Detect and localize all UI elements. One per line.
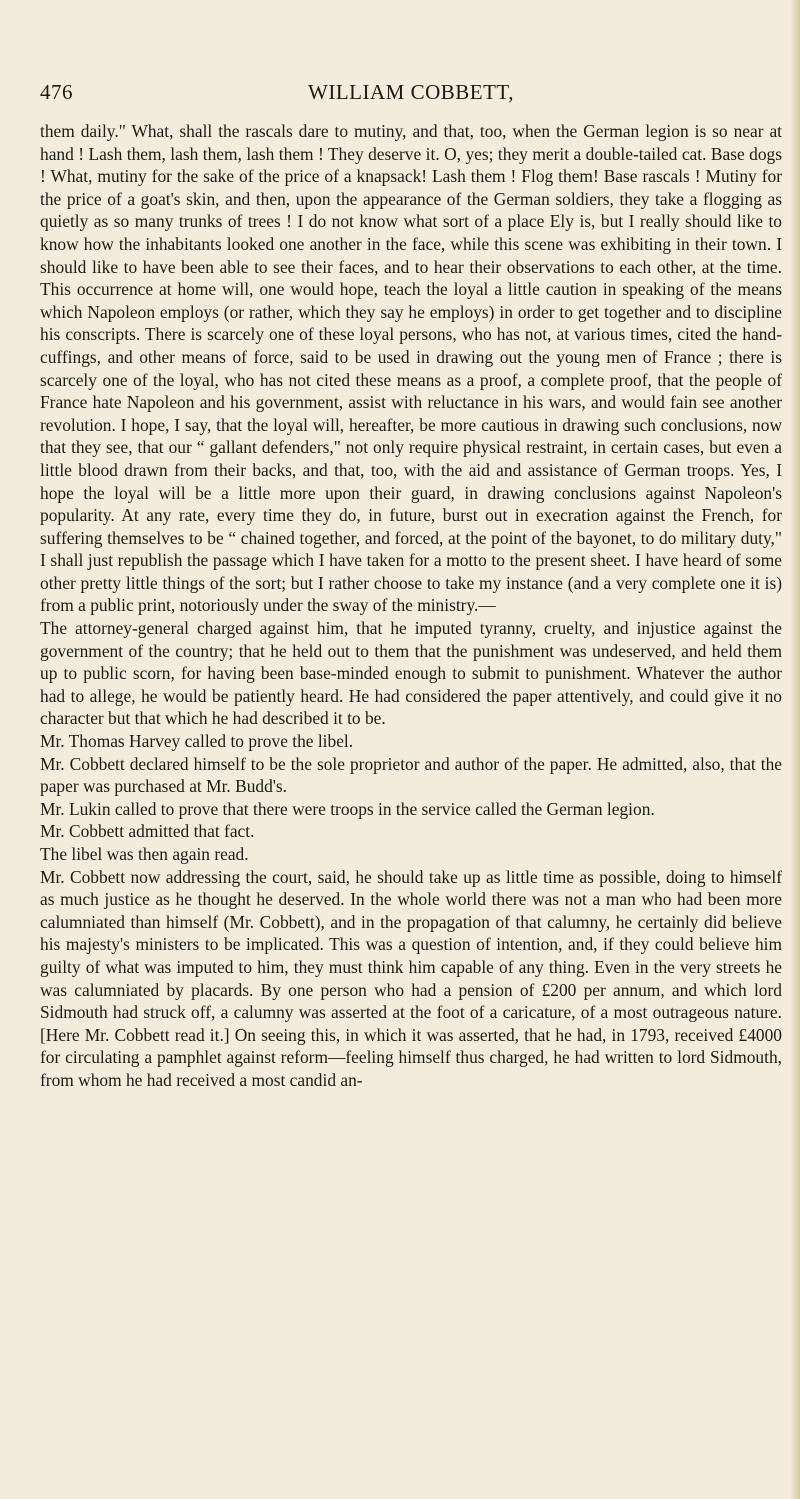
paragraph: Mr. Thomas Harvey called to prove the libel. bbox=[40, 731, 354, 752]
page-number: 476 bbox=[40, 80, 73, 104]
paragraph: Mr. Lukin called to prove that there were troops in the service called the German legion. bbox=[40, 798, 655, 819]
running-head: WILLIAM COBBETT, bbox=[308, 80, 514, 104]
paragraph: The libel was then again read. bbox=[40, 844, 249, 864]
paragraph: The attorney-general charged against him, that he imputed tyranny, cruelty, and injustice against the government of the country; that he held out to them that the punishment was undeserved, and held them up to public scorn, for having been base-minded enough to submit to punishment. Whatever the author had to allege, he would be patiently heard. He had considered the paper attentively, and could give it no character but that which he had described it to be. bbox=[40, 618, 782, 729]
page-edge bbox=[790, 0, 800, 1499]
paragraph: Mr. Cobbett declared himself to be the sole proprietor and author of the paper. He admitted, also, that the paper was purchased at Mr. Budd's. bbox=[40, 753, 782, 797]
paragraph: them daily." What, shall the rascals dare to mutiny, and that, too, when the German legion is so near at hand ! Lash them, lash them, lash them ! They deserve it. O, yes; they merit a double-tailed cat. Base dogs ! What, mutiny for the sake of the price of a knapsack! Lash them ! Flog them! Base rascals ! Mutiny for the price of a goat's skin, and then, upon the appearance of the German soldiers, they take a flogging as quietly as so many trunks of trees ! I do not know what sort of a place Ely is, but I really should like to know how the inhabitants looked one another in the face, while this scene was exhibiting in their town. I should like to have been able to see their faces, and to hear their observations to each other, at the time. This occurrence at home will, one would hope, teach the loyal a little caution in speaking of the means which Napoleon employs (or rather, which they say he employs) in order to get together and to discipline his conscripts. There is scarcely one of these loyal persons, who has not, at various times, cited the hand-cuffings, and other means of force, said to be used in drawing out the young men of France ; there is scarcely one of the loyal, who has not cited these means as a proof, a complete proof, that the people of France hate Napoleon and his government, assist with reluctance in his wars, and would fain see another revolution. I hope, I say, that the loyal will, hereafter, be more cautious in drawing such conclusions, now that they see, that our “ gallant defenders," not only require physical restraint, in certain cases, but even a little blood drawn from their backs, and that, too, with the aid and assistance of German troops. Yes, I hope the loyal will be a little more upon their guard, in drawing conclusions against Napoleon's popularity. At any rate, every time they do, in future, burst out in execration against the French, for suffering themselves to be “ chained together, and forced, at the point of the bayonet, to do military duty," I shall just republish the passage which I have taken for a motto to the present sheet. I have heard of some other pretty little things of the sort; but I rather choose to take my instance (and a very complete one it is) from a public print, notoriously under the sway of the ministry.— bbox=[40, 121, 782, 616]
body-text bbox=[40, 120, 782, 1092]
paragraph: Mr. Cobbett admitted that fact. bbox=[40, 821, 255, 842]
paragraph: Mr. Cobbett now addressing the court, said, he should take up as little time as possible, doing to himself as much justice as he thought he deserved. In the whole world there was not a man who had been more calumniated than himself (Mr. Cobbett), and in the propagation of that calumny, he certainly did believe his majesty's ministers to be implicated. This was a question of intention, and, if they could believe him guilty of what was imputed to him, they must think him capable of any thing. Even in the very streets he was calumniated by placards. By one person who had a pension of £200 per annum, and which lord Sidmouth had struck off, a calumny was asserted at the foot of a caricature, of a most outrageous nature. [Here Mr. Cobbett read it.] On seeing this, in which it was asserted, that he had, in 1793, received £4000 for circulating a pamphlet against reform—feeling himself thus charged, he had written to lord Sidmouth, from whom he had received a most candid an- bbox=[40, 866, 782, 1090]
